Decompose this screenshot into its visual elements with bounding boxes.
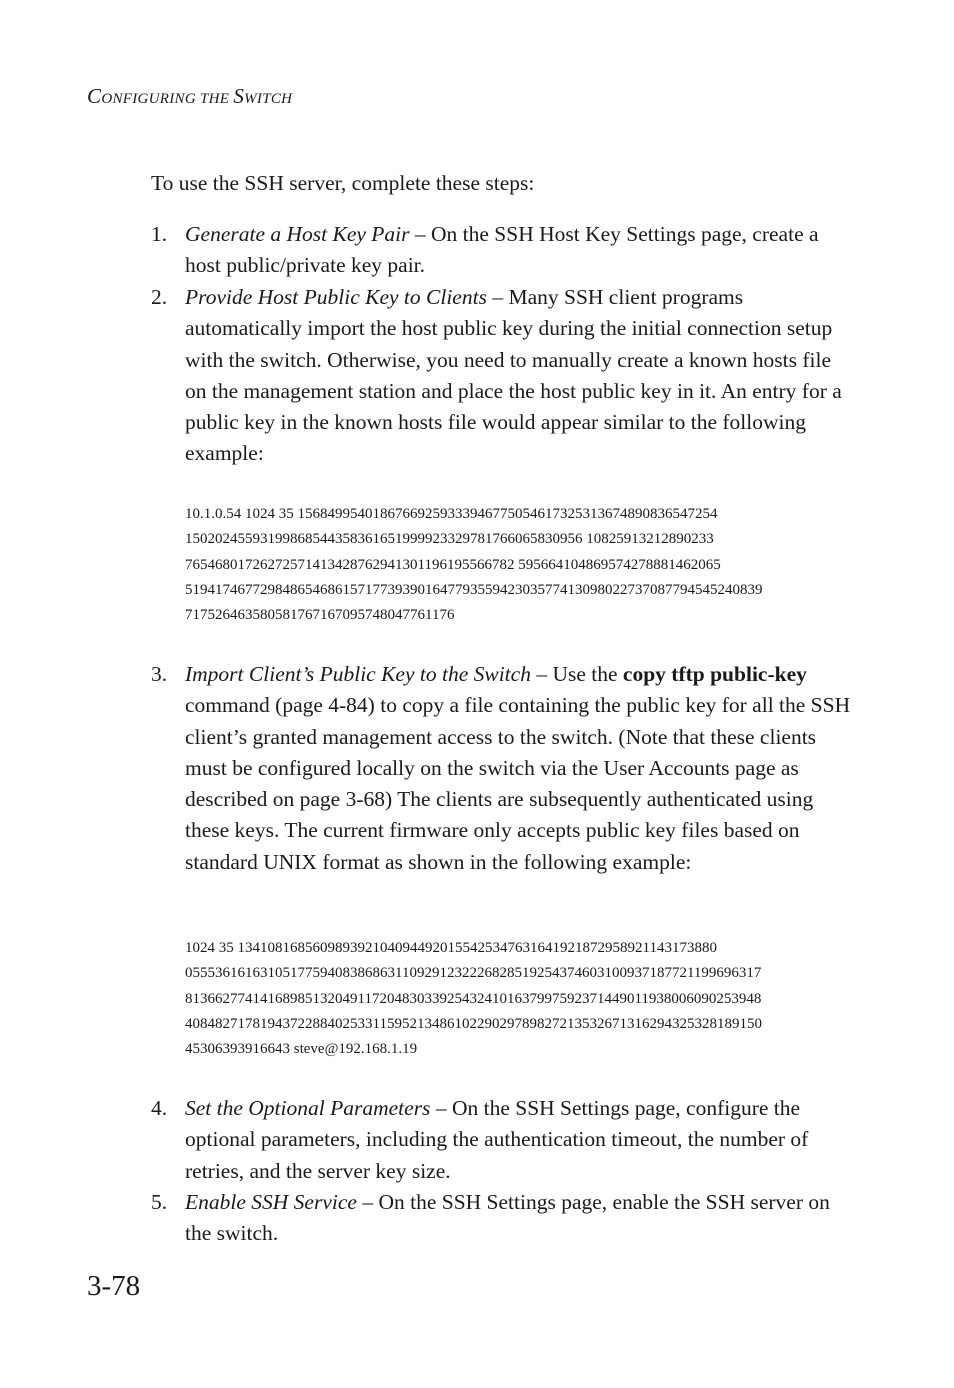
header-initial-s: S bbox=[233, 84, 245, 108]
step-4 bbox=[151, 1093, 851, 1187]
unix-public-key-example bbox=[185, 936, 865, 1062]
step-text: – On the SSH Host Key Settings page, create a host public/private key pair. bbox=[185, 222, 819, 278]
code-line: 45306393916643 steve@192.168.1.19 bbox=[185, 1041, 418, 1058]
header-initial-c: C bbox=[87, 84, 102, 108]
step-5 bbox=[151, 1187, 851, 1250]
running-header bbox=[87, 84, 292, 109]
code-line: 717526463580581767167095748047761176 bbox=[185, 607, 455, 624]
step-text: – On the SSH Settings page, configure the optional parameters, including the authentication timeout, the number of retries, and the server key size. bbox=[185, 1096, 809, 1183]
step-title: Set the Optional Parameters bbox=[185, 1096, 431, 1120]
code-line: 05553616163105177594083868631109291232226828519254374603100937187721199696317 bbox=[185, 965, 762, 982]
code-line: 10.1.0.54 1024 35 15684995401867669259333946775054617325313674890836547254 bbox=[185, 506, 718, 522]
known-hosts-example bbox=[185, 502, 865, 628]
intro-paragraph: To use the SSH server, complete these steps: bbox=[151, 171, 535, 195]
code-line: 1024 35 1341081685609893921040944920155425347631641921872958921143173880 bbox=[185, 940, 717, 956]
step-number: 4. bbox=[151, 1096, 168, 1120]
step-number: 3. bbox=[151, 662, 168, 686]
step-title: Enable SSH Service bbox=[185, 1190, 357, 1214]
code-line: 15020245593199868544358361651999923329781766065830956 10825913212890233 bbox=[185, 531, 714, 548]
step-number: 2. bbox=[151, 285, 168, 309]
step-title: Provide Host Public Key to Clients bbox=[185, 285, 487, 309]
command-name: copy tftp public-key bbox=[622, 662, 807, 686]
code-line: 51941746772984865468615717739390164779355942303577413098022737087794545240839 bbox=[185, 581, 763, 598]
step-2 bbox=[151, 282, 851, 470]
code-line: 76546801726272571413428762941301196195566782 595664104869574278881462065 bbox=[185, 556, 721, 573]
step-text: – On the SSH Settings page, enable the SSH server on the switch. bbox=[185, 1190, 830, 1246]
page-number: 3-78 bbox=[87, 1270, 141, 1302]
step-text: command (page 4-84) to copy a file containing the public key for all the SSH client’s granted management access to the switch. (Note that these clients must be configured locally on the switch via the User Accounts page as described on page 3-68) The clients are subsequently authenticated using these keys. The current firmware only accepts public key files based on standard UNIX format as shown in the following example: bbox=[185, 693, 851, 874]
header-small-caps-2: WITCH bbox=[244, 91, 293, 107]
step-title: Import Client’s Public Key to the Switch bbox=[185, 662, 531, 686]
step-text: – Use the bbox=[530, 662, 623, 686]
step-1 bbox=[151, 219, 851, 282]
step-number: 5. bbox=[151, 1190, 168, 1214]
step-3 bbox=[151, 659, 851, 878]
step-text: – Many SSH client programs automatically import the host public key during the initial connection setup with the switch. Otherwise, you need to manually create a known hosts file on the management station and place the host public key in it. An entry for a public key in the known hosts file would appear similar to the following example: bbox=[185, 285, 842, 466]
code-line: 40848271781943722884025331159521348610229029789827213532671316294325328189150 bbox=[185, 1015, 762, 1032]
step-number: 1. bbox=[151, 222, 168, 246]
step-title: Generate a Host Key Pair bbox=[185, 222, 410, 246]
code-line: 81366277414168985132049117204830339254324101637997592371449011938006090253948 bbox=[185, 990, 762, 1007]
header-small-caps-1: ONFIGURING THE bbox=[101, 91, 234, 107]
